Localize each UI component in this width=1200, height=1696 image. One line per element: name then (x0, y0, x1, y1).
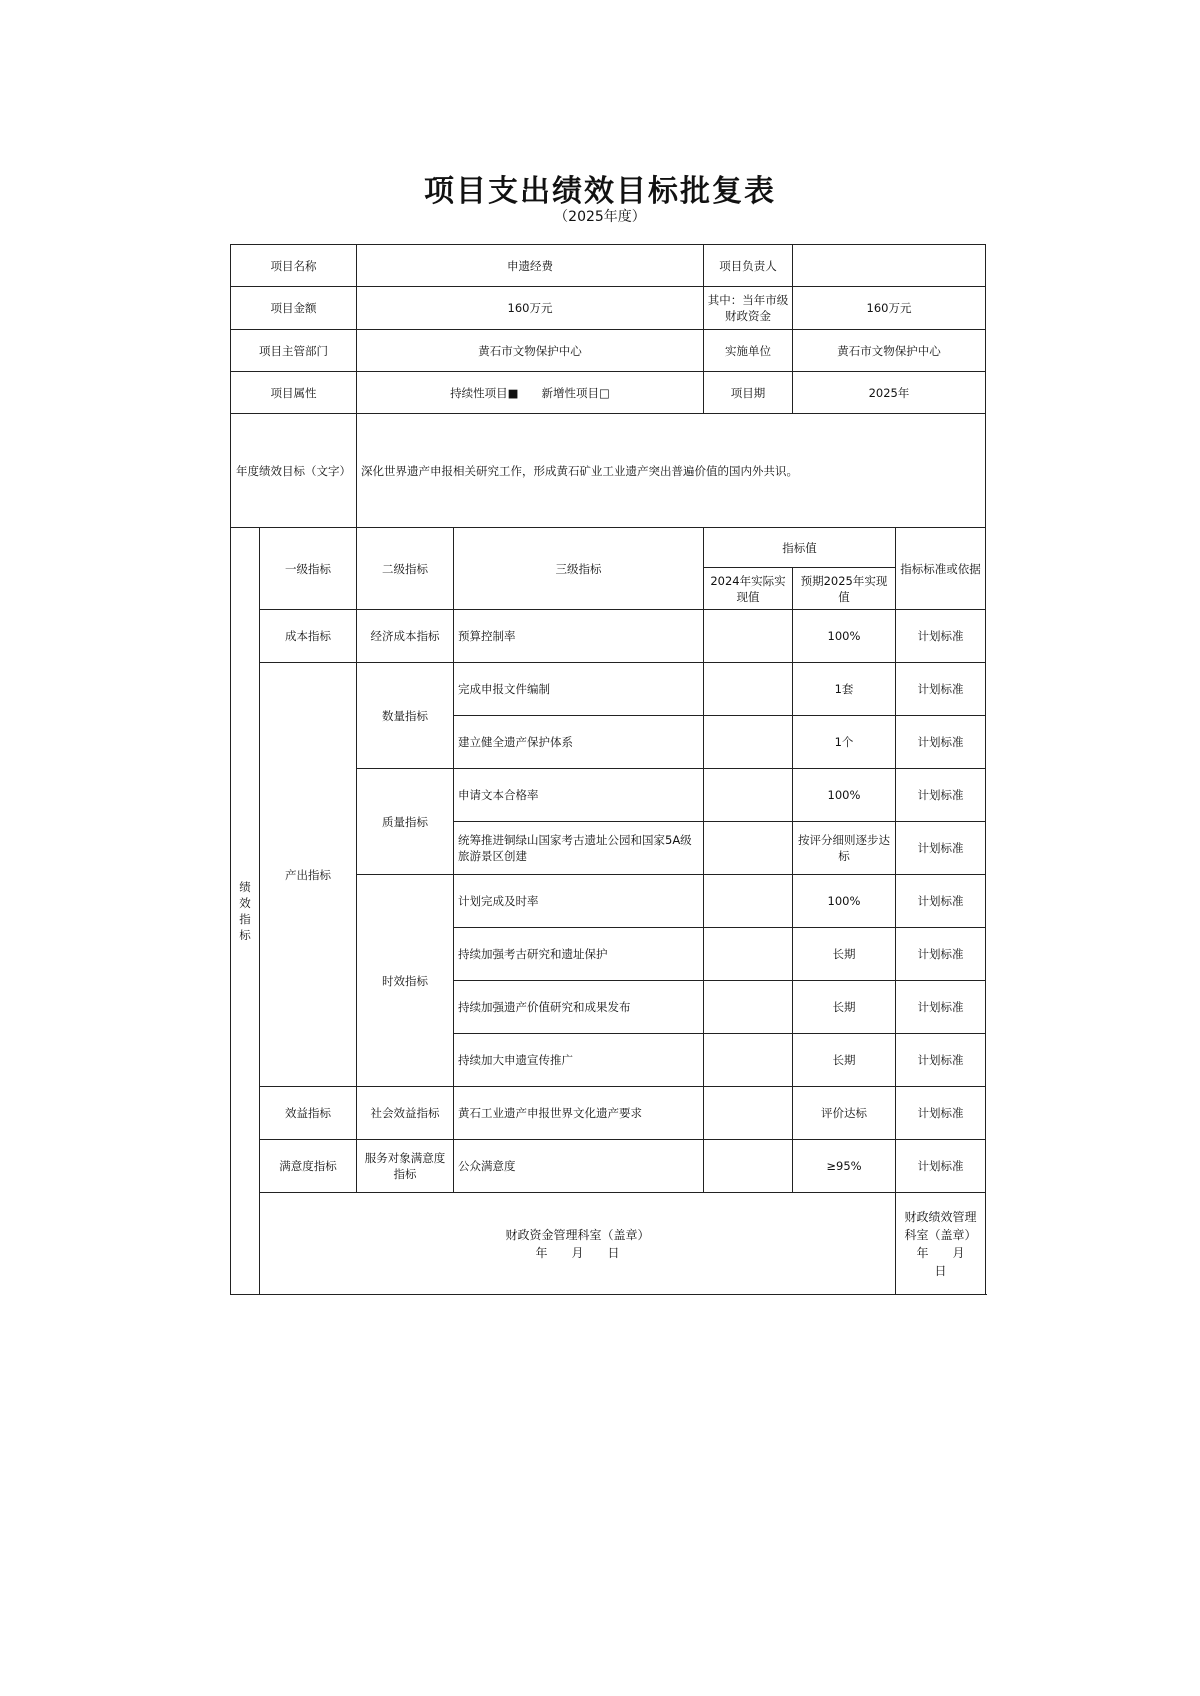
level2-quality: 质量指标 (357, 769, 454, 875)
project-period-label: 项目期 (704, 372, 793, 414)
row-department (231, 330, 986, 372)
indicator-row-cost (231, 610, 986, 663)
project-attribute-value: 持续性项目■ 新增性项目□ (357, 372, 704, 414)
actual-2024-value (704, 981, 793, 1034)
indicator-row-satisfaction (231, 1140, 986, 1193)
actual-2024-value (704, 875, 793, 928)
expected-2025-value: 1套 (793, 663, 896, 716)
project-leader-value (793, 245, 986, 287)
actual-2024-value (704, 610, 793, 663)
project-attribute-label: 项目属性 (231, 372, 357, 414)
actual-2024-value (704, 769, 793, 822)
expected-2025-value: 长期 (793, 981, 896, 1034)
level1-cost: 成本指标 (260, 610, 357, 663)
header-actual-2024: 2024年实际实现值 (704, 568, 793, 610)
expected-2025-value: 100% (793, 769, 896, 822)
basis-value: 计划标准 (896, 981, 986, 1034)
level3-indicator: 持续加强考古研究和遗址保护 (454, 928, 704, 981)
page-title: 项目支出绩效目标批复表 (424, 174, 776, 209)
level3-indicator: 完成申报文件编制 (454, 663, 704, 716)
level3-indicator: 预算控制率 (454, 610, 704, 663)
department-value: 黄石市文物保护中心 (357, 330, 704, 372)
indicator-row-benefit (231, 1087, 986, 1140)
level3-indicator: 计划完成及时率 (454, 875, 704, 928)
actual-2024-value (704, 716, 793, 769)
level3-indicator: 黄石工业遗产申报世界文化遗产要求 (454, 1087, 704, 1140)
annual-goal-text: 深化世界遗产申报相关研究工作，形成黄石矿业工业遗产突出普遍价值的国内外共识。 (357, 414, 986, 528)
level3-indicator: 统筹推进铜绿山国家考古遗址公园和国家5A级旅游景区创建 (454, 822, 704, 875)
performance-management-office-date: 年 月 日 (916, 1245, 989, 1278)
fiscal-funds-label: 其中：当年市级财政资金 (704, 287, 793, 330)
level2-service-satisfaction: 服务对象满意度指标 (357, 1140, 454, 1193)
expected-2025-value: 100% (793, 875, 896, 928)
header-level1: 一级指标 (260, 528, 357, 610)
department-label: 项目主管部门 (231, 330, 357, 372)
level2-economic-cost: 经济成本指标 (357, 610, 454, 663)
performance-management-office-signature (896, 1193, 989, 1295)
basis-value: 计划标准 (896, 1087, 986, 1140)
expected-2025-value: 100% (793, 610, 896, 663)
level3-indicator: 建立健全遗产保护体系 (454, 716, 704, 769)
basis-value: 计划标准 (896, 928, 986, 981)
project-name-label: 项目名称 (231, 245, 357, 287)
basis-value: 计划标准 (896, 822, 986, 875)
expected-2025-value: ≥95% (793, 1140, 896, 1193)
level1-benefit: 效益指标 (260, 1087, 357, 1140)
header-expected-2025: 预期2025年实现值 (793, 568, 896, 610)
project-name-value: 申遗经费 (357, 245, 704, 287)
expected-2025-value: 按评分细则逐步达标 (793, 822, 896, 875)
level3-indicator: 持续加强遗产价值研究和成果发布 (454, 981, 704, 1034)
fund-management-office-date: 年 月 日 (535, 1245, 620, 1260)
header-level2: 二级指标 (357, 528, 454, 610)
basis-value: 计划标准 (896, 875, 986, 928)
basis-value: 计划标准 (896, 610, 986, 663)
basis-value: 计划标准 (896, 663, 986, 716)
level1-output: 产出指标 (260, 663, 357, 1087)
project-amount-value: 160万元 (357, 287, 704, 330)
level2-social-benefit: 社会效益指标 (357, 1087, 454, 1140)
level3-indicator: 公众满意度 (454, 1140, 704, 1193)
page-subtitle: （2025年度） (554, 209, 646, 225)
actual-2024-value (704, 928, 793, 981)
implementing-unit-label: 实施单位 (704, 330, 793, 372)
level2-timeliness: 时效指标 (357, 875, 454, 1087)
basis-value: 计划标准 (896, 716, 986, 769)
indicator-header-row (231, 528, 986, 568)
implementing-unit-value: 黄石市文物保护中心 (793, 330, 986, 372)
basis-value: 计划标准 (896, 769, 986, 822)
project-amount-label: 项目金额 (231, 287, 357, 330)
header-level3: 三级指标 (454, 528, 704, 610)
expected-2025-value: 1个 (793, 716, 896, 769)
fund-management-office-signature (260, 1193, 896, 1295)
level3-indicator: 申请文本合格率 (454, 769, 704, 822)
fund-management-office-label: 财政资金管理科室（盖章） (505, 1227, 650, 1242)
level2-quantity: 数量指标 (357, 663, 454, 769)
expected-2025-value: 长期 (793, 1034, 896, 1087)
expected-2025-value: 评价达标 (793, 1087, 896, 1140)
row-project-attribute (231, 372, 986, 414)
basis-value: 计划标准 (896, 1034, 986, 1087)
header-basis: 指标标准或依据 (896, 528, 986, 610)
basis-value: 计划标准 (896, 1140, 986, 1193)
fiscal-funds-value: 160万元 (793, 287, 986, 330)
actual-2024-value (704, 1140, 793, 1193)
project-period-value: 2025年 (793, 372, 986, 414)
actual-2024-value (704, 1087, 793, 1140)
performance-indicators-section-label: 绩效指标 (231, 528, 260, 1295)
actual-2024-value (704, 822, 793, 875)
performance-target-table (230, 244, 989, 1295)
performance-management-office-label: 财政绩效管理科室（盖章） (904, 1209, 977, 1242)
indicator-row-quantity-1 (231, 663, 986, 716)
row-project-name (231, 245, 986, 287)
signature-row (231, 1193, 986, 1295)
level1-satisfaction: 满意度指标 (260, 1140, 357, 1193)
row-annual-goal (231, 414, 986, 528)
actual-2024-value (704, 663, 793, 716)
header-indicator-value: 指标值 (704, 528, 896, 568)
project-leader-label: 项目负责人 (704, 245, 793, 287)
expected-2025-value: 长期 (793, 928, 896, 981)
row-project-amount (231, 287, 986, 330)
annual-goal-label: 年度绩效目标（文字） (231, 414, 357, 528)
level3-indicator: 持续加大申遗宣传推广 (454, 1034, 704, 1087)
actual-2024-value (704, 1034, 793, 1087)
